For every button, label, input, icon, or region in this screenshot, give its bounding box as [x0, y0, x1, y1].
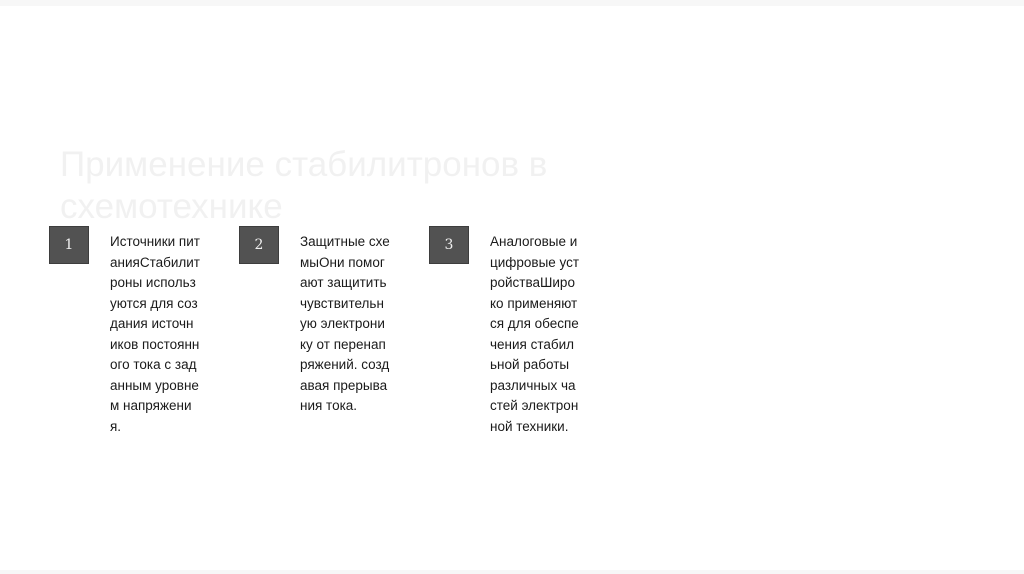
item-text: Защитные схемыОни помогают защитить чувствительную электронику от перенапряжений. создавая прерывания тока.	[300, 234, 390, 413]
bottom-strip	[0, 570, 1024, 574]
item-number-badge: 1	[49, 226, 89, 264]
top-strip	[0, 0, 1024, 6]
item-number-badge: 2	[239, 226, 279, 264]
item-text: Источники питанияСтабилитроны используются для создания источников постоянного тока с заданным уровнем напряжения.	[110, 234, 200, 434]
item-number-badge: 3	[429, 226, 469, 264]
item-text: Аналоговые и цифровые устройстваШироко применяются для обеспечения стабильной работы различных частей электронной техники.	[490, 234, 580, 434]
slide-title: Применение стабилитронов в схемотехнике	[60, 145, 548, 226]
